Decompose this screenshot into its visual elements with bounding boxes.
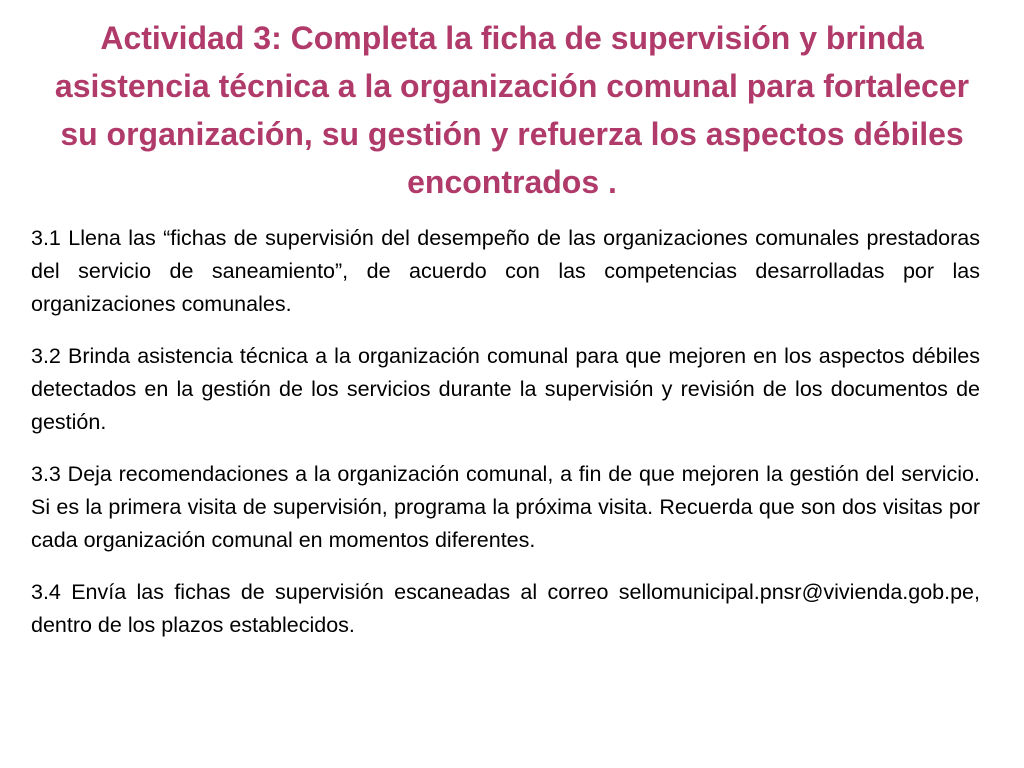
paragraph-3-1: 3.1 Llena las “fichas de supervisión del desempeño de las organizaciones comunales prestadoras del servicio de saneamiento”, de acuerdo con las competencias desarrolladas por las organizaciones comunales. xyxy=(31,226,980,316)
paragraph-3-4: 3.4 Envía las fichas de supervisión escaneadas al correo sellomunicipal.pnsr@vivienda.gob.pe, dentro de los plazos establecidos. xyxy=(31,580,980,637)
slide-title: Actividad 3: Completa la ficha de supervisión y brinda asistencia técnica a la organización comunal para fortalecer su organización, su gestión y refuerza los aspectos débiles encontrados . xyxy=(54,20,970,200)
paragraph-3-3: 3.3 Deja recomendaciones a la organización comunal, a fin de que mejoren la gestión del servicio. Si es la primera visita de supervisión, programa la próxima visita. Recuerda que son dos visitas por cada organización comunal en momentos diferentes. xyxy=(31,462,980,552)
paragraph-3-2: 3.2 Brinda asistencia técnica a la organización comunal para que mejoren en los aspectos débiles detectados en la gestión de los servicios durante la supervisión y revisión de los documentos de gestión. xyxy=(31,344,980,434)
slide-body xyxy=(31,222,980,661)
